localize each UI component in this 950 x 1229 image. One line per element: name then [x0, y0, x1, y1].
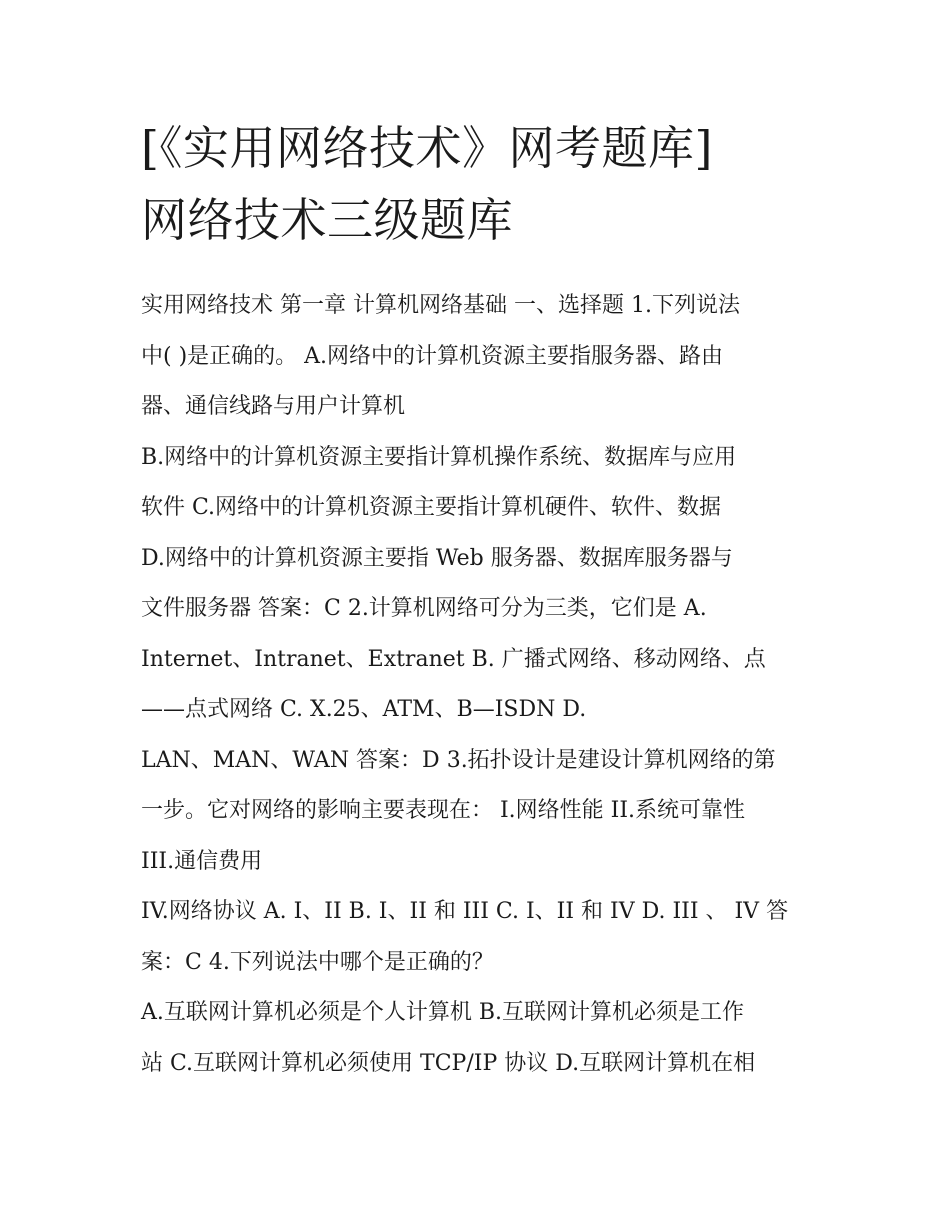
text-line: A.互联网计算机必须是个人计算机 B.互联网计算机必须是工作: [141, 1000, 745, 1025]
text-line: ——点式网络 C. X.25、ATM、B—ISDN D.: [141, 697, 587, 722]
text-line: Internet、Intranet、Extranet B. 广播式网络、移动网络、点: [141, 646, 766, 672]
paragraph-1: [141, 281, 813, 433]
text-line: III.通信费用: [141, 848, 263, 874]
text-line: 案：C 4.下列说法中哪个是正确的？: [141, 949, 494, 975]
document-title: [141, 112, 813, 256]
paragraph-2: [141, 433, 813, 736]
text-line: 站 C.互联网计算机必须使用 TCP/IP 协议 D.互联网计算机在相: [141, 1050, 756, 1076]
title-line-2: 网络技术三级题库: [141, 193, 513, 247]
text-line: IV.网络协议 A. I、II B. I、II 和 III C. I、II 和 IV D. III 、 IV 答: [141, 899, 789, 924]
text-line: LAN、MAN、WAN 答案：D 3.拓扑设计是建设计算机网络的第: [141, 747, 776, 773]
text-line: 中( )是正确的。 A.网络中的计算机资源主要指服务器、路由: [141, 343, 724, 369]
document-body: [141, 281, 813, 1089]
text-line: D.网络中的计算机资源主要指 Web 服务器、数据库服务器与: [141, 545, 733, 571]
title-line-1: [《实用网络技术》网考题库]: [141, 121, 713, 175]
text-line: 软件 C.网络中的计算机资源主要指计算机硬件、软件、数据: [141, 495, 722, 520]
paragraph-4: [141, 887, 813, 988]
document-page: [141, 112, 813, 1089]
text-line: 实用网络技术 第一章 计算机网络基础 一、选择题 1.下列说法: [141, 293, 740, 318]
text-line: 文件服务器 答案：C 2.计算机网络可分为三类，它们是 A.: [141, 596, 707, 621]
paragraph-5: [141, 988, 813, 1089]
paragraph-3: [141, 736, 813, 888]
text-line: 一步。它对网络的影响主要表现在： I.网络性能 II.系统可靠性: [141, 798, 746, 823]
text-line: 器、通信线路与用户计算机: [141, 394, 406, 419]
text-line: B.网络中的计算机资源主要指计算机操作系统、数据库与应用: [141, 444, 737, 470]
